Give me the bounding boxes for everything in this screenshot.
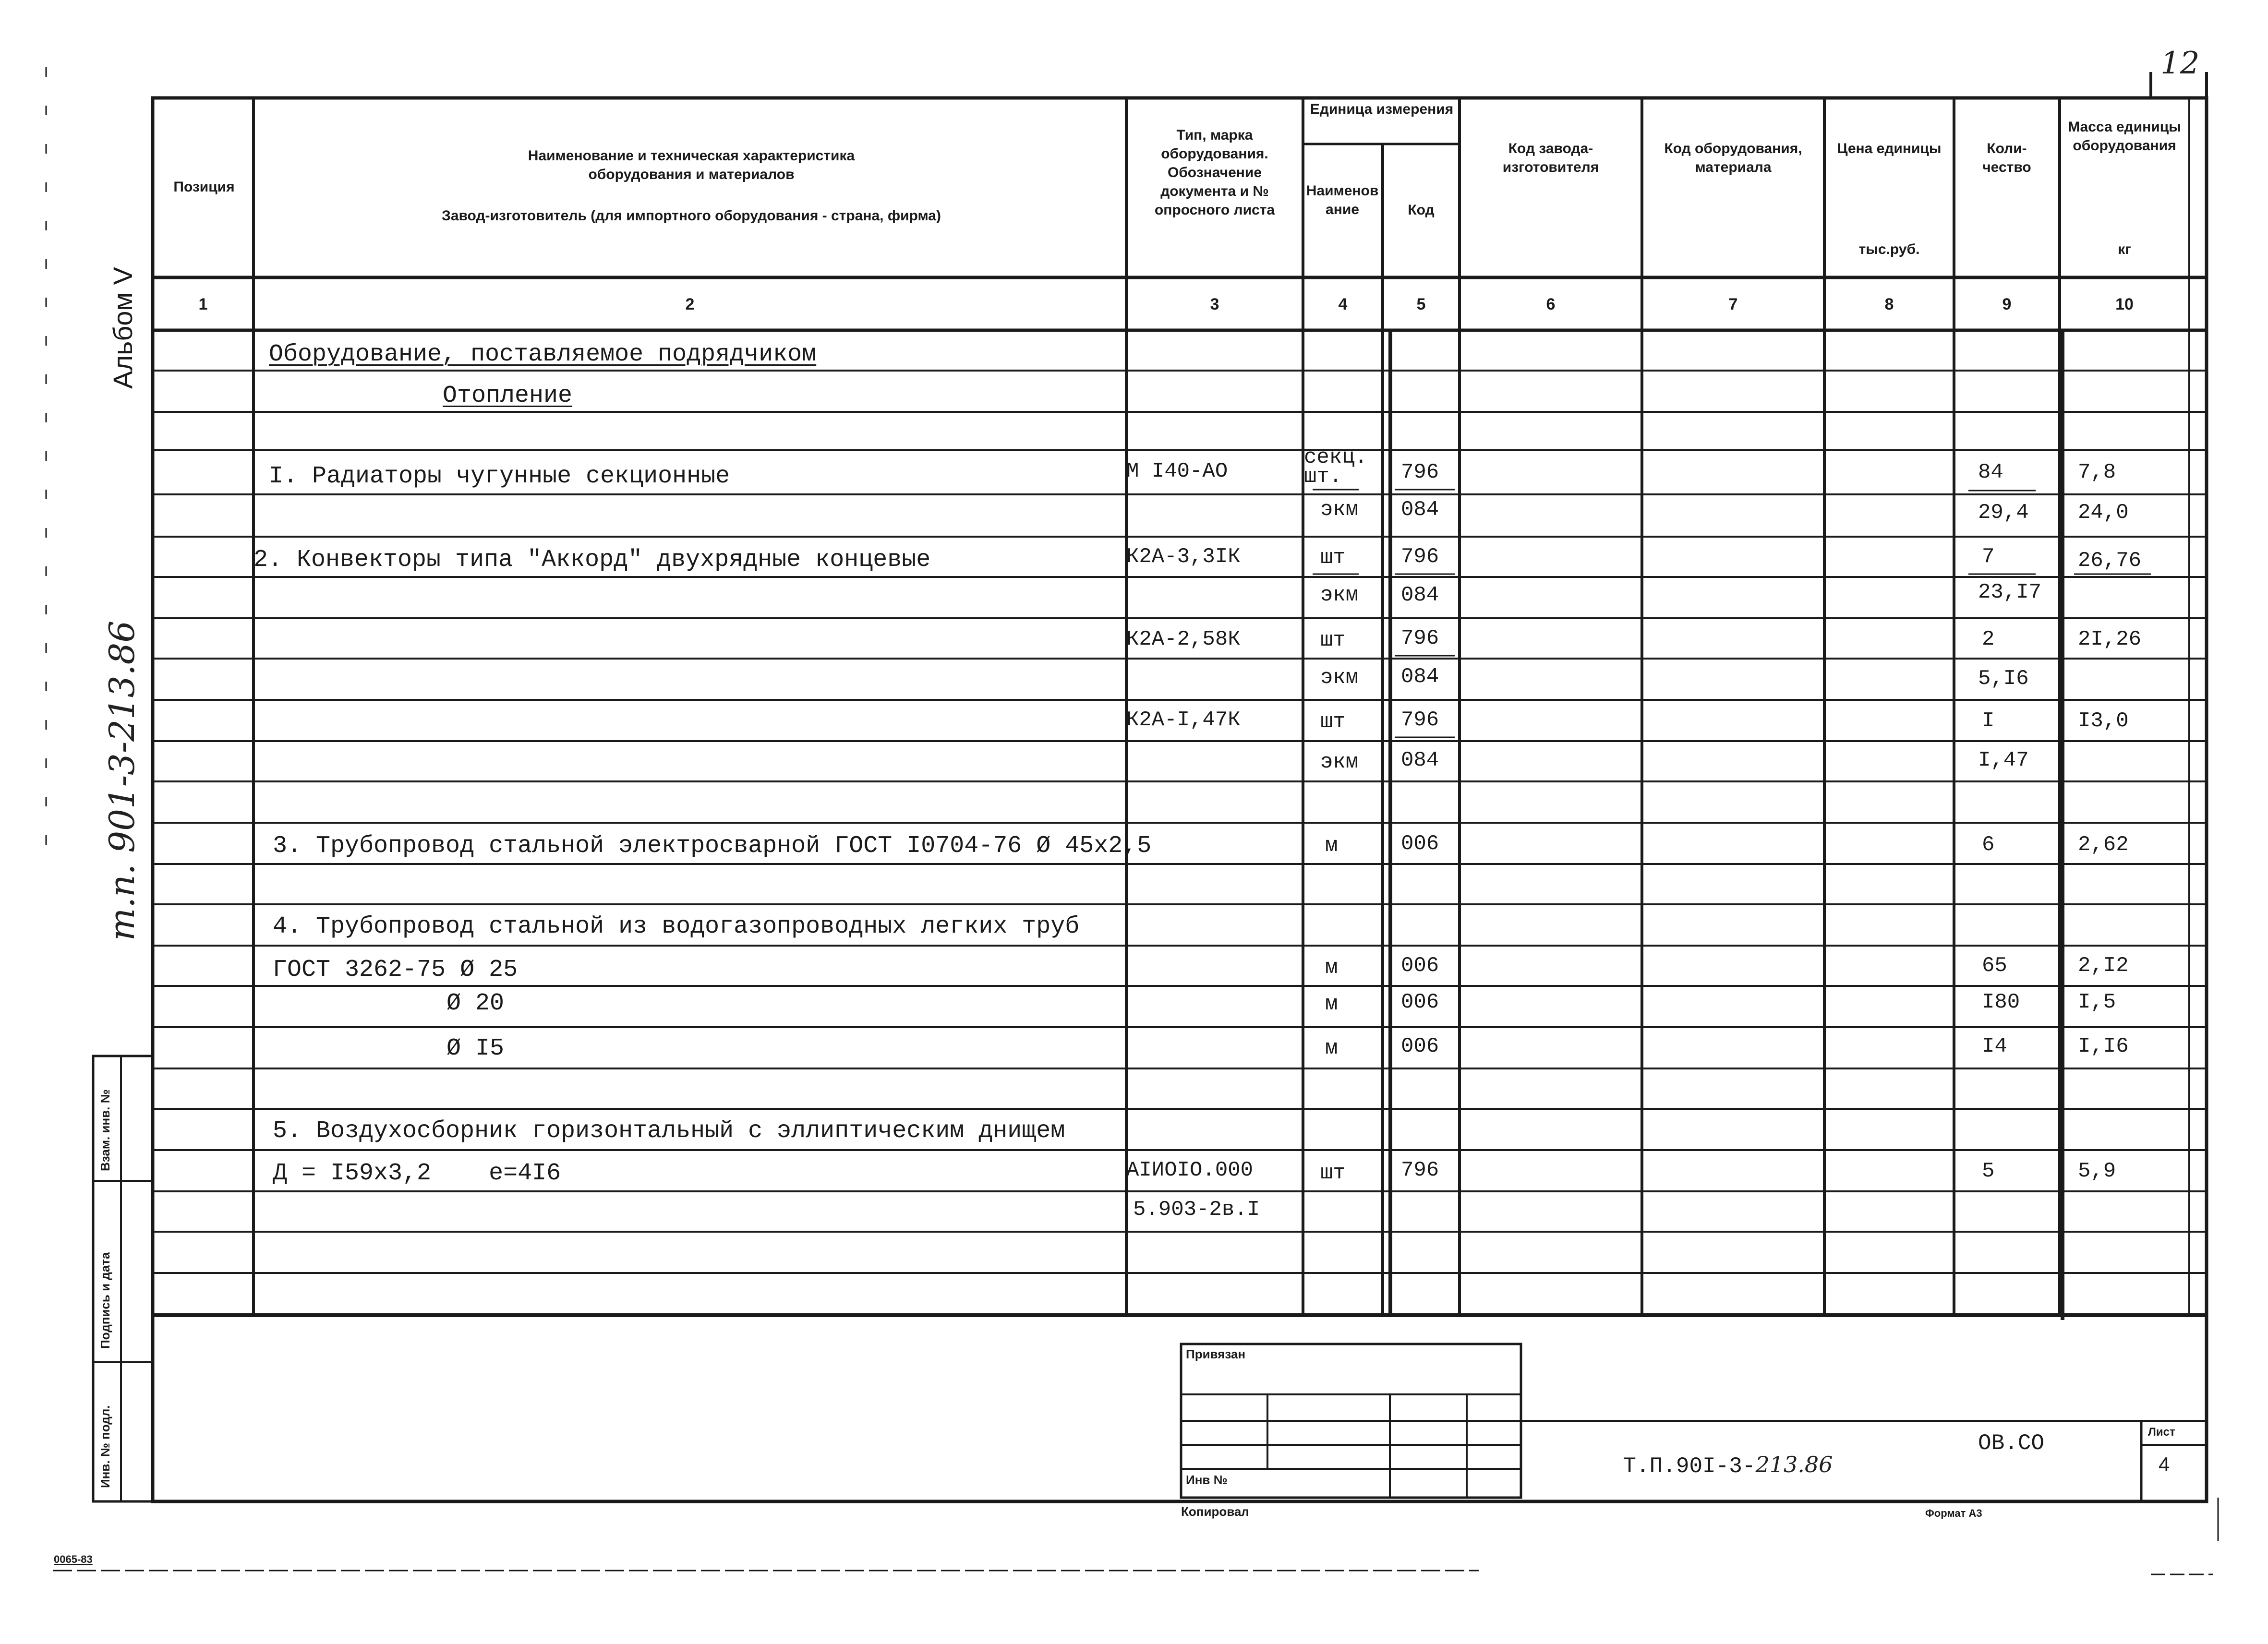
- item-unit: экм: [1320, 498, 1359, 522]
- item-mass: 26,76: [2078, 549, 2142, 573]
- col-number: 3: [1210, 295, 1219, 313]
- col-number: 4: [1338, 295, 1348, 313]
- col-number: 8: [1884, 295, 1894, 313]
- item-qty: 65: [1982, 954, 2007, 978]
- header-equipment-code: Код оборудования, материала: [1664, 141, 1802, 175]
- header-name-title: Наименование и техническая характеристика оборудования и материалов: [528, 148, 855, 182]
- item-code: 006: [1401, 954, 1439, 978]
- item-code: 796: [1401, 708, 1439, 732]
- item-code: 084: [1401, 498, 1439, 522]
- doc-code-print: Т.П.90I-3-: [1623, 1454, 1756, 1479]
- item-code: 796: [1401, 545, 1439, 569]
- item-name: 2. Конвекторы типа "Аккорд" двухрядные концевые: [253, 546, 931, 574]
- item-name: I. Радиаторы чугунные секционные: [269, 463, 730, 490]
- item-unit: м: [1325, 1036, 1338, 1060]
- album-label: Альбом V: [108, 267, 138, 389]
- item-type: К2А-3,3IК: [1126, 545, 1241, 569]
- item-mass: 5,9: [2078, 1159, 2116, 1183]
- item-unit: шт: [1320, 710, 1346, 734]
- col-number: 1: [198, 295, 208, 313]
- item-mass: I,5: [2078, 990, 2116, 1014]
- item-qty: 29,4: [1978, 501, 2029, 525]
- item-qty: 84: [1978, 460, 2003, 484]
- header-quantity: Коли-чество: [1982, 141, 2031, 175]
- item-unit: экм: [1320, 583, 1359, 607]
- item-qty: 7: [1982, 545, 1995, 569]
- side-stamp-inv-orig: Инв. № подл.: [98, 1405, 112, 1488]
- item-mass: I3,0: [2078, 709, 2129, 733]
- item-name: 5. Воздухосборник горизонтальный с эллиптическим днищем: [273, 1117, 1065, 1145]
- section-title: Оборудование, поставляемое подрядчиком: [269, 341, 817, 368]
- corner-page-number: 12: [2160, 46, 2200, 81]
- item-qty: 5,I6: [1978, 667, 2029, 691]
- item-unit: м: [1325, 956, 1338, 980]
- col-number: 2: [685, 295, 695, 313]
- header-unit-name: Наименование: [1306, 183, 1379, 217]
- header-manufacturer-code: Код завода-изготовителя: [1502, 141, 1599, 175]
- item-mass: 2I,26: [2078, 627, 2142, 651]
- stamp-copied: Копировал: [1181, 1504, 1249, 1519]
- item-unit: шт: [1320, 628, 1346, 652]
- col-number: 6: [1546, 295, 1556, 313]
- item-qty: 2: [1982, 627, 1995, 651]
- stamp-sheet-label: Лист: [2148, 1426, 2175, 1439]
- form-code: 0065-83: [54, 1553, 93, 1565]
- side-stamp-signature: Подпись и дата: [98, 1252, 112, 1349]
- stamp-privyazan: Привязан: [1186, 1347, 1246, 1361]
- header-unit-group: Единица измерения: [1310, 101, 1454, 117]
- item-unit: м: [1325, 992, 1338, 1016]
- header-unit-mass: Масса единицы оборудования: [2068, 119, 2181, 154]
- item-mass: I,I6: [2078, 1034, 2129, 1058]
- item-type: 5.903-2в.I: [1133, 1198, 1260, 1222]
- item-code: 006: [1401, 1034, 1439, 1058]
- item-unit: шт: [1320, 546, 1346, 570]
- item-name: ГОСТ 3262-75 Ø 25: [273, 956, 518, 984]
- item-code: 796: [1401, 626, 1439, 650]
- stamp-sheet-number: 4: [2159, 1453, 2170, 1476]
- item-code: 084: [1401, 583, 1439, 607]
- item-qty: I4: [1982, 1034, 2007, 1058]
- item-qty: I80: [1982, 990, 2020, 1014]
- item-mass: 24,0: [2078, 501, 2129, 525]
- item-mass: 2,62: [2078, 833, 2129, 857]
- section-subtitle: Отопление: [443, 382, 573, 409]
- doc-code-hand: 213.86: [1755, 1452, 1833, 1477]
- header-name-sub: Завод-изготовитель (для импортного оборудования - страна, фирма): [442, 208, 941, 224]
- side-stamp-replace-inv: Взам. инв. №: [98, 1089, 112, 1171]
- item-qty: 5: [1982, 1159, 1995, 1183]
- item-code: 796: [1401, 1158, 1439, 1182]
- header-type: Тип, марка оборудования. Обозначение документа и № опросного листа: [1154, 127, 1275, 218]
- item-qty: 6: [1982, 833, 1995, 857]
- stamp-doc-code: [1570, 1431, 1833, 1500]
- item-type: АIИОIО.000: [1126, 1158, 1254, 1182]
- item-type: К2А-I,47К: [1126, 708, 1241, 732]
- item-unit: шт: [1320, 1161, 1346, 1185]
- item-qty: I: [1982, 709, 1995, 733]
- item-name: 3. Трубопровод стальной электросварной ГОСТ I0704-76 Ø 45х2,5: [273, 832, 1152, 860]
- item-unit: м: [1325, 834, 1338, 858]
- header-unit-code: Код: [1408, 202, 1435, 218]
- col-number: 9: [2002, 295, 2012, 313]
- item-code: 796: [1401, 460, 1439, 484]
- header-price-unit: тыс.руб.: [1858, 241, 1920, 257]
- item-name: Ø I5: [446, 1035, 505, 1062]
- item-code: 006: [1401, 832, 1439, 856]
- item-qty: I,47: [1978, 748, 2029, 772]
- item-code: 084: [1401, 748, 1439, 772]
- item-name: Ø 20: [446, 990, 505, 1017]
- stamp-mark: ОВ.СО: [1978, 1431, 2045, 1456]
- item-mass: 2,I2: [2078, 954, 2129, 978]
- item-type: К2А-2,58К: [1126, 627, 1241, 651]
- item-code: 084: [1401, 665, 1439, 689]
- item-qty: 23,I7: [1978, 580, 2042, 604]
- item-name: Д = I59х3,2 e=4I6: [273, 1160, 561, 1187]
- col-number: 7: [1728, 295, 1738, 313]
- item-unit: экм: [1320, 750, 1359, 774]
- header-mass-unit: кг: [2118, 241, 2131, 257]
- stamp-format: Формат А3: [1925, 1507, 1982, 1519]
- item-name: 4. Трубопровод стальной из водогазопроводных легких труб: [273, 913, 1080, 940]
- stamp-inv-no: Инв №: [1186, 1473, 1228, 1487]
- col-number: 5: [1416, 295, 1426, 313]
- header-unit-price: Цена единицы: [1837, 141, 1942, 156]
- item-type: М I40-АО: [1126, 459, 1228, 483]
- item-mass: 7,8: [2078, 460, 2116, 484]
- header-position: Позиция: [173, 179, 235, 195]
- item-code: 006: [1401, 990, 1439, 1014]
- col-number: 10: [2115, 295, 2134, 313]
- item-unit: секц. шт.: [1304, 445, 1368, 489]
- project-number-handwritten: т.п. 901-3-213.86: [102, 620, 142, 941]
- item-unit: экм: [1320, 666, 1359, 690]
